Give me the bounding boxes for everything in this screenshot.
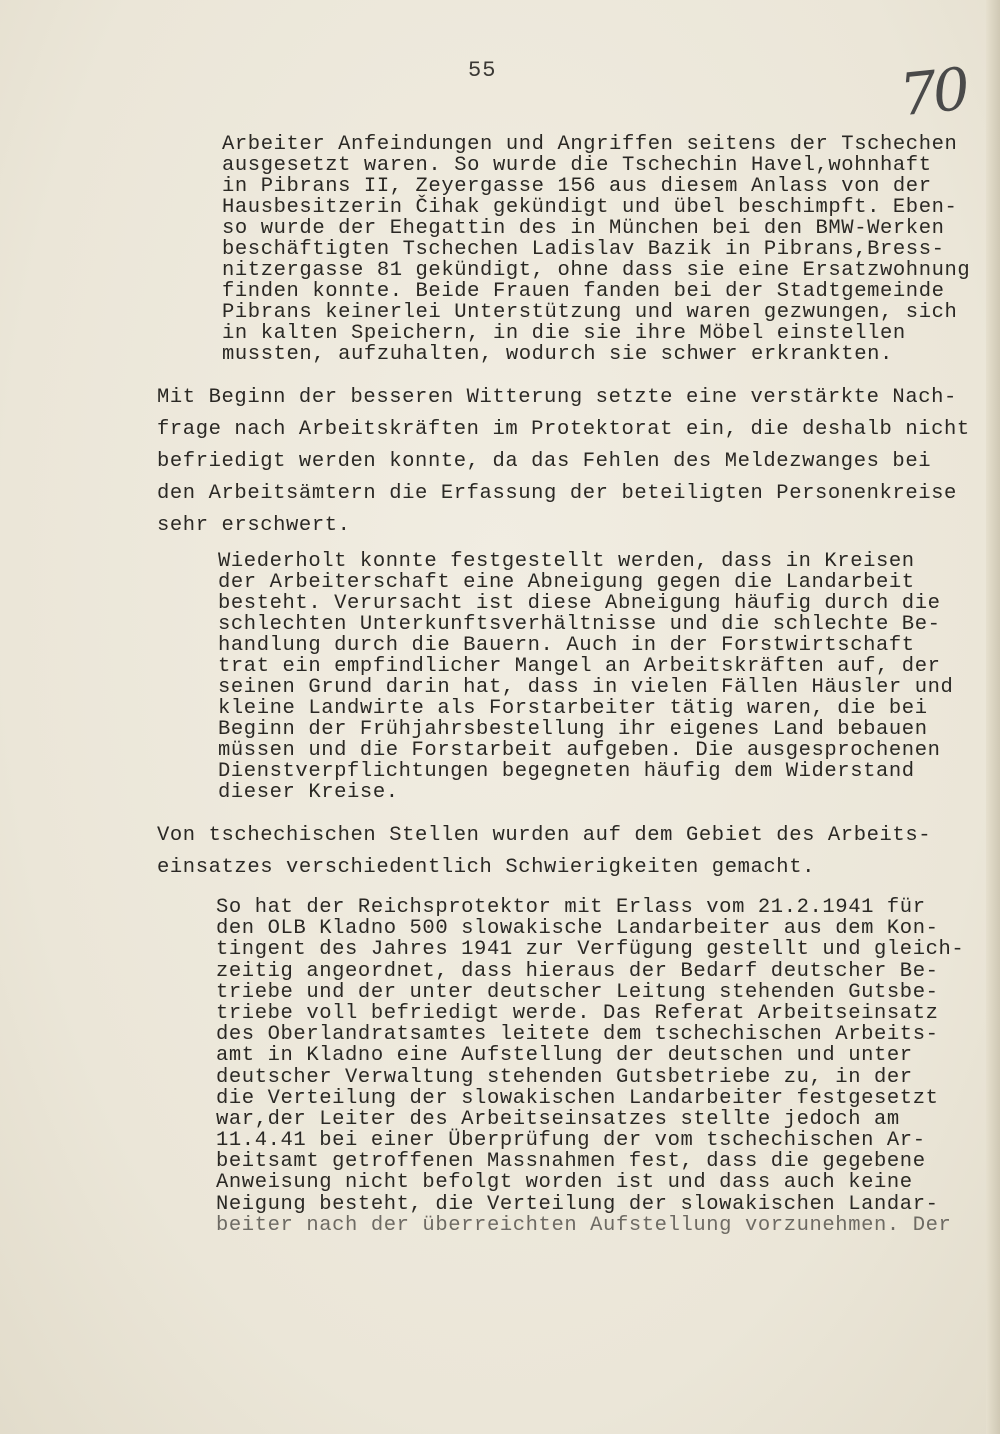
text-line: in kalten Speichern, in die sie ihre Möbel einstellen xyxy=(222,322,906,345)
handwritten-archive-number: 70 xyxy=(896,54,970,130)
text-line: den Arbeitsämtern die Erfassung der beteiligten Personenkreise xyxy=(157,482,957,505)
text-line: kleine Landwirte als Forstarbeiter tätig waren, die bei xyxy=(218,697,928,720)
text-line: Arbeiter Anfeindungen und Angriffen seitens der Tschechen xyxy=(222,133,958,156)
text-line: Hausbesitzerin Čihak gekündigt und übel beschimpft. Eben- xyxy=(222,196,958,219)
paragraph-3 xyxy=(218,551,953,803)
text-line: triebe und der unter deutscher Leitung stehenden Gutsbe- xyxy=(216,980,939,1004)
text-line: trat ein empfindlicher Mangel an Arbeitskräften auf, der xyxy=(218,655,941,678)
text-line: frage nach Arbeitskräften im Protektorat ein, die deshalb nicht xyxy=(157,418,970,441)
text-line: beitsamt getroffenen Massnahmen fest, dass die gegebene xyxy=(216,1150,926,1174)
text-line: den OLB Kladno 500 slowakische Landarbeiter aus dem Kon- xyxy=(216,917,939,941)
text-line: dieser Kreise. xyxy=(218,781,399,804)
text-line: Neigung besteht, die Verteilung der slowakischen Landar- xyxy=(216,1192,939,1216)
text-line: amt in Kladno eine Aufstellung der deutschen und unter xyxy=(216,1044,913,1068)
text-line: einsatzes verschiedentlich Schwierigkeiten gemacht. xyxy=(157,856,816,879)
text-line: schlechten Unterkunftsverhältnisse und die schlechte Be- xyxy=(218,613,941,636)
text-line: Pibrans keinerlei Unterstützung und waren gezwungen, sich xyxy=(222,301,958,324)
text-line: der Arbeiterschaft eine Abneigung gegen die Landarbeit xyxy=(218,571,915,594)
text-line: deutscher Verwaltung stehenden Gutsbetriebe zu, in der xyxy=(216,1065,913,1089)
text-line: So hat der Reichsprotektor mit Erlass vom 21.2.1941 für xyxy=(216,896,926,919)
text-line: triebe voll befriedigt werde. Das Referat Arbeitseinsatz xyxy=(216,1001,939,1025)
text-line: Von tschechischen Stellen wurden auf dem Gebiet des Arbeits- xyxy=(157,824,932,847)
text-line: die Verteilung der slowakischen Landarbeiter festgesetzt xyxy=(216,1086,939,1110)
text-line: handlung durch die Bauern. Auch in der Forstwirtschaft xyxy=(218,634,915,657)
paragraph-5 xyxy=(216,897,964,1236)
text-line: in Pibrans II, Zeyergasse 156 aus diesem Anlass von der xyxy=(222,175,932,198)
text-line: Mit Beginn der besseren Witterung setzte eine verstärkte Nach- xyxy=(157,386,957,409)
page-number: 55 xyxy=(468,58,497,83)
text-line: so wurde der Ehegattin des in München bei den BMW-Werken xyxy=(222,217,945,240)
text-line: Dienstverpflichtungen begegneten häufig dem Widerstand xyxy=(218,760,915,783)
text-line: Beginn der Frühjahrsbestellung ihr eigenes Land bebauen xyxy=(218,718,928,741)
text-line: seinen Grund darin hat, dass in vielen Fällen Häusler und xyxy=(218,676,954,699)
text-line: nitzergasse 81 gekündigt, ohne dass sie eine Ersatzwohnung xyxy=(222,259,971,282)
text-line: sehr erschwert. xyxy=(157,514,351,537)
text-line: 11.4.41 bei einer Überprüfung der vom tschechischen Ar- xyxy=(216,1129,926,1153)
text-line: Anweisung nicht befolgt worden ist und dass auch keine xyxy=(216,1171,913,1195)
text-line: befriedigt werden konnte, da das Fehlen des Meldezwanges bei xyxy=(157,450,932,473)
text-line: müssen und die Forstarbeit aufgeben. Die ausgesprochenen xyxy=(218,739,941,762)
text-line: Wiederholt konnte festgestellt werden, dass in Kreisen xyxy=(218,550,915,573)
text-line: des Oberlandratsamtes leitete dem tschechischen Arbeits- xyxy=(216,1023,939,1047)
text-line: beschäftigten Tschechen Ladislav Bazik in Pibrans,Bress- xyxy=(222,238,945,261)
text-line: ausgesetzt waren. So wurde die Tschechin Havel,wohnhaft xyxy=(222,154,932,177)
text-line: zeitig angeordnet, dass hieraus der Bedarf deutscher Be- xyxy=(216,959,939,983)
paragraph-2 xyxy=(157,382,970,542)
text-line: beiter nach der überreichten Aufstellung vorzunehmen. Der xyxy=(216,1213,952,1237)
paragraph-4 xyxy=(157,820,931,884)
page-edge xyxy=(986,0,1000,1434)
paragraph-1 xyxy=(222,134,970,365)
text-line: besteht. Verursacht ist diese Abneigung häufig durch die xyxy=(218,592,941,615)
text-line: finden konnte. Beide Frauen fanden bei der Stadtgemeinde xyxy=(222,280,945,303)
text-line: war,der Leiter des Arbeitseinsatzes stellte jedoch am xyxy=(216,1107,900,1131)
text-line: tingent des Jahres 1941 zur Verfügung gestellt und gleich- xyxy=(216,938,965,962)
text-line: mussten, aufzuhalten, wodurch sie schwer erkrankten. xyxy=(222,343,893,366)
